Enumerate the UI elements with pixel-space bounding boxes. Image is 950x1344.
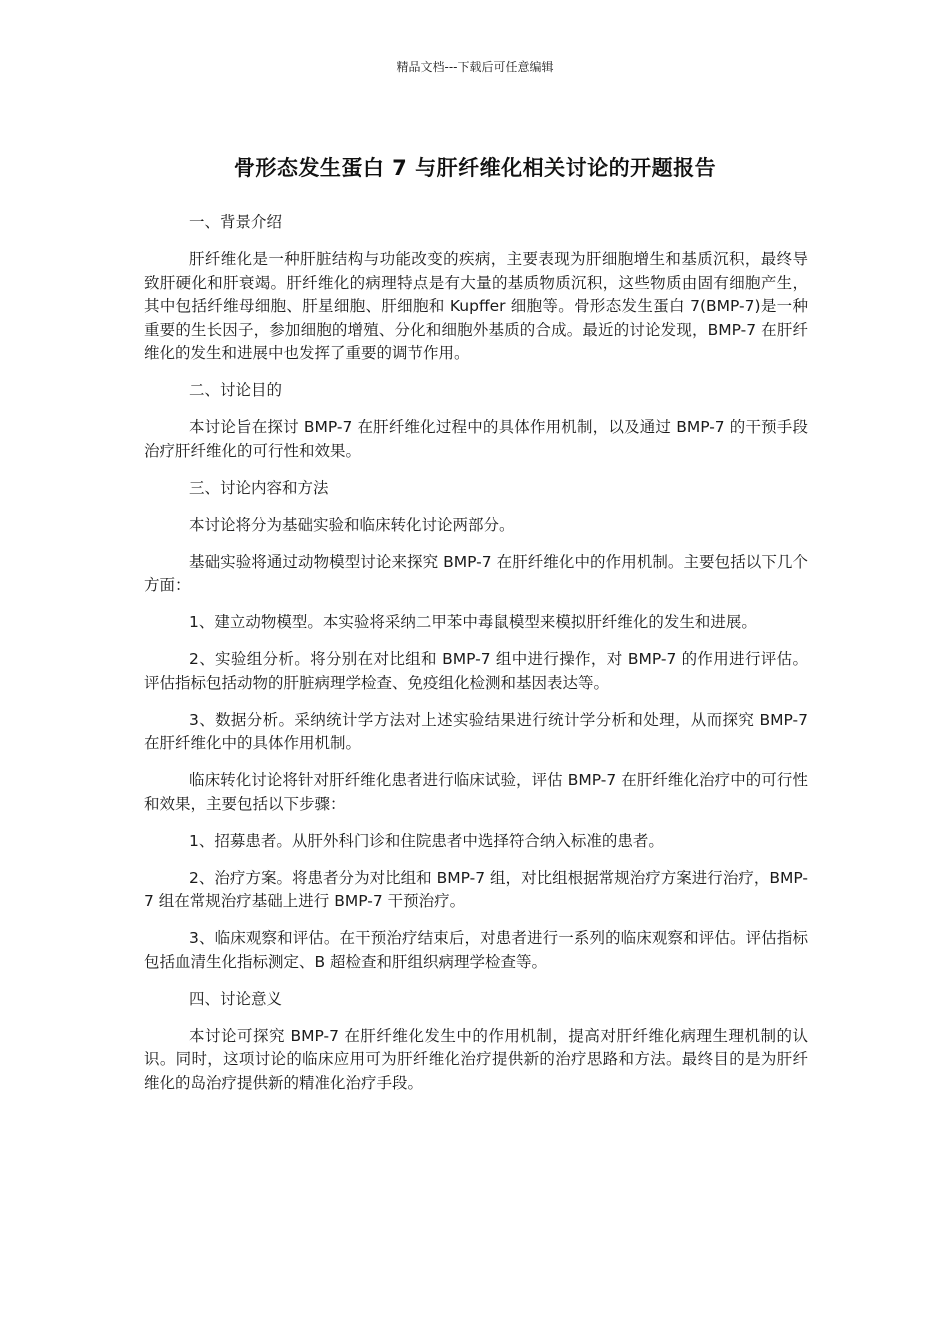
list-item-animal-model: 1、建立动物模型。本实验将采纳二甲苯中毒鼠模型来模拟肝纤维化的发生和进展。 (189, 613, 757, 631)
paragraph-basic-experiment: 基础实验将通过动物模型讨论来探究 BMP-7 在肝纤维化中的作用机制。主要包括以下几个方面： (144, 552, 808, 594)
list-item-group-analysis: 2、实验组分析。将分别在对比组和 BMP-7 组中进行操作，对 BMP-7 的作用进行评估。评估指标包括动物的肝脏病理学检查、免疫组化检测和基因表达等。 (144, 650, 808, 692)
paragraph-purpose: 本讨论旨在探讨 BMP-7 在肝纤维化过程中的具体作用机制，以及通过 BMP-7 的干预手段治疗肝纤维化的可行性和效果。 (144, 418, 808, 460)
document-title: 骨形态发生蛋白 7 与肝纤维化相关讨论的开题报告 (233, 156, 717, 181)
paragraph-background: 肝纤维化是一种肝脏结构与功能改变的疾病，主要表现为肝细胞增生和基质沉积，最终导致肝硬化和肝衰竭。肝纤维化的病理特点是有大量的基质物质沉积，这些物质由固有细胞产生，其中包括纤维母细胞、肝星细胞、肝细胞和 Kupffer 细胞等。骨形态发生蛋白 7(BMP-7)是一种重要的生长因子，参加细胞的增殖、分化和细胞外基质的合成。最近的讨论发现，BMP-7 在肝纤维化的发生和进展中也发挥了重要的调节作用。 (144, 250, 808, 362)
list-item-treatment-plan: 2、治疗方案。将患者分为对比组和 BMP-7 组，对比组根据常规治疗方案进行治疗，BMP-7 组在常规治疗基础上进行 BMP-7 干预治疗。 (144, 868, 808, 910)
list-item-data-analysis: 3、数据分析。采纳统计学方法对上述实验结果进行统计学分析和处理，从而探究 BMP-7 在肝纤维化中的具体作用机制。 (144, 710, 808, 752)
paragraph-methods-intro: 本讨论将分为基础实验和临床转化讨论两部分。 (189, 515, 515, 534)
paragraph-significance: 本讨论可探究 BMP-7 在肝纤维化发生中的作用机制，提高对肝纤维化病理生理机制的认识。同时，这项讨论的临床应用可为肝纤维化治疗提供新的治疗思路和方法。最终目的是为肝纤维化的岛治疗提供新的精准化治疗手段。 (144, 1026, 808, 1092)
section-heading-methods: 三、讨论内容和方法 (189, 478, 329, 497)
list-item-recruit-patients: 1、招募患者。从肝外科门诊和住院患者中选择符合纳入标准的患者。 (189, 831, 664, 850)
section-heading-background: 一、背景介绍 (189, 213, 283, 231)
document-body (144, 211, 808, 1109)
paragraph-clinical-translation: 临床转化讨论将针对肝纤维化患者进行临床试验，评估 BMP-7 在肝纤维化治疗中的可行性和效果，主要包括以下步骤： (144, 771, 808, 813)
page-header-note: 精品文档---下载后可任意编辑 (396, 60, 554, 74)
list-item-clinical-evaluation: 3、临床观察和评估。在干预治疗结束后，对患者进行一系列的临床观察和评估。评估指标包括血清生化指标测定、B 超检查和肝组织病理学检查等。 (144, 929, 808, 971)
section-heading-significance: 四、讨论意义 (189, 989, 283, 1008)
section-heading-purpose: 二、讨论目的 (189, 381, 283, 399)
